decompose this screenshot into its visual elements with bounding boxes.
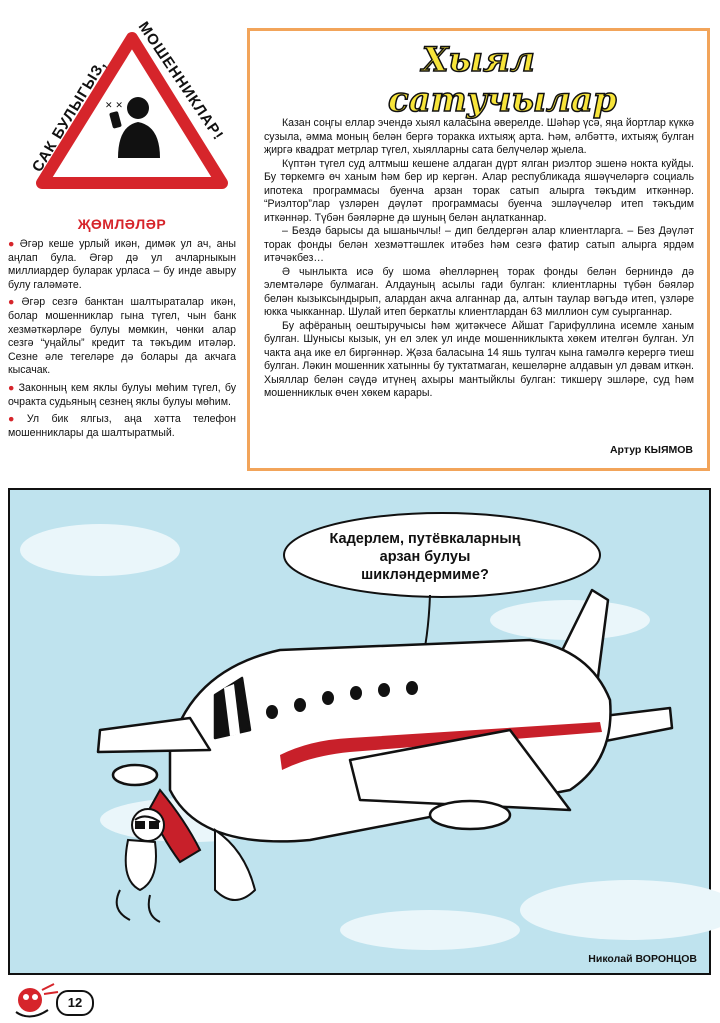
article-paragraph: Казан соңгы еллар эчендә хыял каласына әверелде. Шәһәр үсә, яңа йортлар күккә сузыла, әмма моның белән бергә торакка ихтыяҗ арта. Һәм, әлбәттә, ихтыяҗ булган җиргә квадрат метрлар түгел, хыялларны сата белүчеләр җыела. (264, 117, 694, 156)
headline-line2: сатучылар (388, 80, 617, 120)
speech-bubble-text (310, 530, 540, 584)
phrases-column (8, 216, 236, 444)
speech-line: арзан булуы (379, 549, 471, 565)
cartoon-panel (8, 488, 711, 975)
bullet-icon: ● (8, 296, 19, 309)
cartoon-artist: Николай ВОРОНЦОВ (588, 953, 697, 965)
bullet-icon: ● (8, 413, 24, 426)
airplane-icon (98, 590, 672, 841)
speech-line: шикләндермиме? (361, 567, 489, 583)
speech-line: Кадерлем, путёвкаларның (329, 531, 521, 547)
article-paragraph: Ә чынлыкта исә бу шома әһелләрнең торак фонды белән берниндә дә элемтәләре булмаган. Алдауның асылы гади булган: клиентларны түбән бәяләр белән кызыксындырып, алардан акча алганнар да, алтын таулар вәгъдә итеп, үзләре юкка чыкканнар. Шулай итеп беркатлы клиентлардан 63 миллион сум суырганнар. (264, 265, 694, 318)
sign-text-left: САК БУЛЫГЫЗ, (28, 56, 110, 176)
article-body (264, 117, 694, 401)
article-paragraph: Күптән түгел суд алтмыш кешене алдаган дүрт ялган риэлтор эшенә нокта куйды. Бу төркемгә өч ханым һәм бер ир кергән. Алар республикада яшәүчеләргә социаль ипотека программасы буенча арзан торак сатып алырга тәкъдим иткәннәр. “Риэлтор”лар үзләрен дәүләт программасы буенча эшләүчеләр итеп тәкъдим иткәннәр. Түбән бәяләрне дә шуның белән аңлатканнар. (264, 157, 694, 224)
warning-triangle-icon (10, 8, 250, 208)
article-headline (382, 37, 617, 120)
phrase-item: ● Әгәр сезгә банктан шалтыраталар икән, болар мошенниклар гына түгел, чын банк хезмәткәрләре булуы мөмкин, чөнки алар сезгә “уңайлы” кредит та тәкъдим итәләр. Сезне әле тегеләре дә болары да акчага кысачак. (8, 296, 236, 377)
article-paragraph: Бу афёраның оештыручысы һәм җитәкчесе Айшат Гарифуллина исемле ханым булган. Шунысы кызык, ун ел элек ул инде мошенниклыкта хөкем ителгән булган. Ул чакта аңа ике ел биргәннәр. Җәза баласына 14 яшь тулгач кына гамәлгә керергә тиеш булган. Ләкин мошенник хатынны бу туктатмаган, кешеләрне алдавын ул дәвам иткән. Хыяллар белән сәүдә итүнең ахыры мантыйклы булган: тикшерү эшләре, суд һәм мошенниклык өчен хөкем карары. (264, 319, 694, 399)
phrase-item: ● Ул бик ялгыз, аңа хәтта телефон мошенниклары да шалтыратмый. (8, 413, 236, 439)
mascot-logo-icon (8, 982, 60, 1020)
bullet-icon: ● (8, 238, 17, 250)
article-paragraph: – Бездә барысы да ышанычлы! – дип белдергән алар клиентларга. – Без Дәүләт торак фонды белән хезмәттәшлек итәбез һәм сезгә фатир сатып алырга ярдәм итәчәкбез… (264, 225, 694, 264)
article-box (247, 28, 710, 471)
phrases-title: ҖӨМЛӘЛӘР (77, 216, 167, 232)
warning-sign (10, 8, 250, 208)
article-author: Артур КЫЯМОВ (609, 444, 693, 456)
headline-line1: Хыял (422, 40, 535, 80)
phrase-item: ● Законның кем яклы булуы мөһим түгел, бу очракта судьяның сезнең яклы булуы мөһим. (8, 381, 236, 408)
svg-text:✕ ✕: ✕ ✕ (105, 101, 123, 111)
phrase-item: ● Әгәр кеше урлый икән, димәк ул ач, аны аңлап була. Әгәр дә ул ачларныкын миллиардер буларак урласа – бу инде авыру булу галәмәте. (8, 238, 236, 291)
sign-text-right: МОШЕННИКЛАР! (134, 18, 227, 144)
page-number: 12 (56, 990, 94, 1016)
bullet-icon: ● (8, 381, 16, 394)
